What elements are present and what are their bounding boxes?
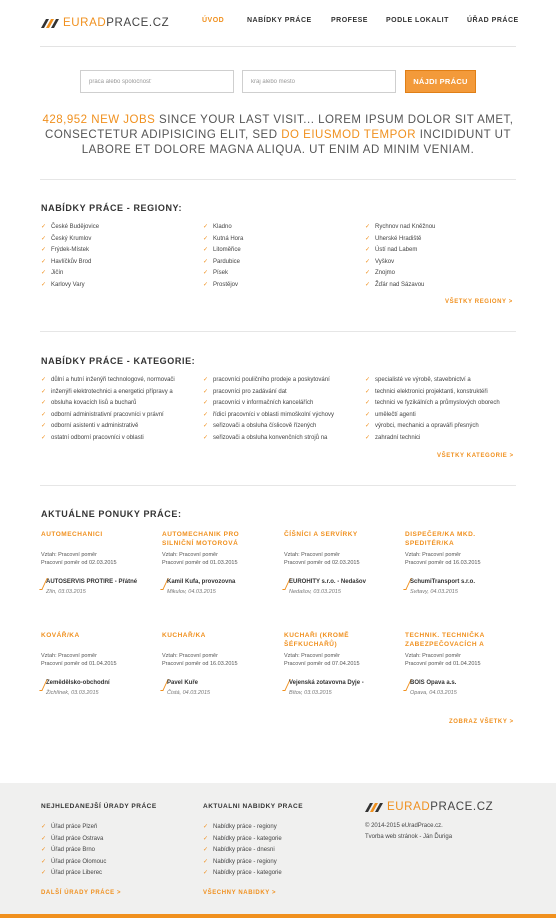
all-offers-link[interactable]: VŠECHNY NABIDKY >: [203, 890, 277, 896]
job-title[interactable]: KOVÁŘ/KA: [41, 632, 80, 639]
list-item[interactable]: ✓ umělečtí agenti: [365, 410, 500, 422]
checkmark-icon: ✓: [365, 235, 371, 242]
list-item[interactable]: ✓ Havlíčkův Brod: [41, 257, 99, 269]
job-card[interactable]: [41, 531, 153, 601]
job-company: BOIS Opava a.s.: [410, 680, 457, 686]
job-relation: Vztah: Pracovní poměr: [162, 653, 218, 659]
job-card[interactable]: [405, 632, 517, 702]
job-relation: Vztah: Pracovní poměr: [405, 552, 461, 558]
keyword-search-input[interactable]: [80, 70, 234, 93]
regions-column-1: [41, 222, 99, 291]
more-offices-link[interactable]: DALŠÍ ÚRADY PRÁCE >: [41, 890, 122, 896]
nav-item-uvod[interactable]: ÚVOD: [202, 17, 225, 24]
checkmark-icon: ✓: [203, 235, 209, 242]
checkmark-icon: ✓: [41, 411, 47, 418]
nav-item-urad-prace[interactable]: ÚŘAD PRÁCE: [467, 17, 519, 24]
list-item[interactable]: ✓ Český Krumlov: [41, 234, 99, 246]
checkmark-icon: ✓: [203, 870, 209, 876]
list-item[interactable]: ✓ pracovníci v informačních kancelářích: [203, 398, 334, 410]
job-start: Pracovní poměr od 01.04.2015: [405, 661, 481, 667]
checkmark-icon: ✓: [203, 824, 209, 830]
checkmark-icon: ✓: [203, 835, 209, 842]
list-item[interactable]: ✓ řídicí pracovníci v oblasti mimoškolní výchovy: [203, 410, 334, 422]
checkmark-icon: ✓: [41, 835, 47, 842]
job-start: Pracovní poměr od 01.03.2015: [162, 560, 238, 566]
copyright: © 2014-2015 eUradPrace.cz.: [365, 823, 443, 829]
list-item[interactable]: ✓ Úřad práce Liberec: [41, 868, 106, 880]
checkmark-icon: ✓: [203, 434, 209, 441]
job-card[interactable]: [162, 531, 274, 601]
checkmark-icon: ✓: [365, 400, 371, 406]
list-item[interactable]: ✓ Nabídky práce - kategorie: [203, 868, 282, 880]
checkmark-icon: ✓: [365, 224, 371, 230]
checkmark-icon: ✓: [41, 270, 47, 276]
regions-column-2: [203, 222, 243, 291]
footer-logo[interactable]: [365, 800, 493, 814]
job-location-date: Nedašov, 03.03.2015: [289, 589, 341, 595]
job-start: Pracovní poměr od 16.03.2015: [162, 661, 238, 667]
checkmark-icon: ✓: [41, 858, 47, 865]
job-location-date: Žichlínek, 03.03.2015: [46, 690, 99, 696]
job-title[interactable]: AUTOMECHANICI: [41, 531, 103, 538]
list-item[interactable]: ✓ obsluha kovacích lisů a bucharů: [41, 398, 175, 410]
list-item[interactable]: ✓ Nabídky práce - dnesni: [203, 845, 282, 857]
checkmark-icon: ✓: [365, 377, 371, 383]
checkmark-icon: ✓: [41, 247, 47, 253]
list-item[interactable]: ✓ Písek: [203, 268, 243, 280]
list-item[interactable]: ✓ České Budějovice: [41, 222, 99, 234]
checkmark-icon: ✓: [203, 247, 209, 253]
footer-offices-title: NEJHLEDANEJŠÍ ÚRADY PRÁCE: [41, 803, 157, 810]
list-item[interactable]: ✓ odborní administrativní pracovníci v právní: [41, 410, 175, 422]
section-divider: [40, 179, 516, 180]
jobs-title: AKTUÁLNE PONUKY PRÁCE:: [41, 509, 182, 519]
job-start: Pracovní poměr od 07.04.2015: [284, 661, 360, 667]
footer-offices-list: [41, 822, 106, 880]
job-start: Pracovní poměr od 02.03.2015: [41, 560, 117, 566]
regions-title: NABÍDKY PRÁCE - REGIONY:: [41, 203, 183, 213]
job-title[interactable]: TECHNIK. TECHNIČKA ZABEZPEČOVACÍCH A: [405, 632, 485, 648]
checkmark-icon: ✓: [203, 411, 209, 418]
list-item[interactable]: ✓ seřizovači a obsluha konvenčních strojů na: [203, 433, 334, 445]
list-item[interactable]: ✓ odborní asistenti v administrativě: [41, 421, 175, 433]
nav-item-nabidky-prace[interactable]: NABÍDKY PRÁCE: [247, 17, 312, 24]
job-card[interactable]: [284, 632, 396, 702]
list-item[interactable]: ✓ inženýři elektrotechnici a energetici přípravy a: [41, 387, 175, 399]
job-company: SchumiTransport s.r.o.: [410, 579, 476, 585]
logo-text: EURADPRACE.CZ: [63, 17, 170, 29]
checkmark-icon: ✓: [365, 388, 371, 395]
checkmark-icon: ✓: [203, 281, 209, 288]
checkmark-icon: ✓: [203, 377, 209, 383]
job-location-date: Bítov, 03.03.2015: [289, 690, 332, 696]
list-item[interactable]: ✓ Litoměřice: [203, 245, 243, 257]
nav-item-profese[interactable]: PROFESE: [331, 17, 368, 24]
job-card[interactable]: [405, 531, 517, 601]
job-title[interactable]: ČÍŠNÍCI A SERVÍRKY: [284, 531, 358, 538]
list-item[interactable]: ✓ technici ve fyzikálních a průmyslových oborech: [365, 398, 500, 410]
job-company: Zemědělsko-obchodní: [46, 680, 110, 686]
list-item[interactable]: ✓ Frýdek-Místek: [41, 245, 99, 257]
site-footer: [0, 783, 556, 918]
job-title[interactable]: DISPEČER/KA MKD. SPEDITÉR/KA: [405, 531, 476, 547]
job-relation: Vztah: Pracovní poměr: [162, 552, 218, 558]
checkmark-icon: ✓: [41, 281, 47, 288]
checkmark-icon: ✓: [41, 258, 47, 265]
footer-accent-bar: [0, 914, 556, 918]
checkmark-icon: ✓: [365, 258, 371, 265]
footer-offers-list: [203, 822, 282, 880]
checkmark-icon: ✓: [41, 824, 47, 830]
logo-slashes-icon: [365, 803, 384, 812]
header-divider: [40, 46, 516, 47]
checkmark-icon: ✓: [41, 224, 47, 230]
hero-text: 428,952 NEW JOBS SINCE YOUR LAST VISIT... LOREM IPSUM DOLOR SIT AMET, CONSECTETUR ADIPISICING ELIT, SED DO EIUSMOD TEMPOR INCIDIDUNT UT LABORE ET DOLORE MAGNA ALIQUA. UT ENIM AD MINIM VENIAM.: [42, 114, 514, 156]
list-item[interactable]: ✓ Úřad práce Ostrava: [41, 834, 106, 846]
checkmark-icon: ✓: [203, 224, 209, 230]
regions-column-3: [365, 222, 435, 291]
checkmark-icon: ✓: [41, 235, 47, 242]
list-item[interactable]: ✓ Nabídky práce - regiony: [203, 857, 282, 869]
checkmark-icon: ✓: [41, 377, 47, 383]
job-card[interactable]: [162, 632, 274, 702]
job-location-date: Zlín, 03.03.2015: [46, 589, 86, 595]
job-company: Pavel Kuře: [167, 680, 199, 686]
job-relation: Vztah: Pracovní poměr: [41, 552, 97, 558]
logo-text: EURADPRACE.CZ: [387, 801, 494, 813]
footer-offers-title: AKTUALNI NABIDKY PRACE: [203, 803, 304, 810]
checkmark-icon: ✓: [203, 400, 209, 406]
list-item[interactable]: ✓ pracovníci pro zadávání dat: [203, 387, 334, 399]
list-item[interactable]: ✓ Úřad práce Brno: [41, 845, 106, 857]
categories-column-2: [203, 375, 334, 444]
job-relation: Vztah: Pracovní poměr: [284, 653, 340, 659]
job-company: AUTOSERVIS PROTIRE - Přátné: [46, 579, 138, 585]
job-card[interactable]: [284, 531, 396, 601]
job-card[interactable]: [41, 632, 153, 702]
list-item[interactable]: ✓ Jičín: [41, 268, 99, 280]
categories-column-3: [365, 375, 500, 444]
list-item[interactable]: ✓ Karlovy Vary: [41, 280, 99, 292]
credit-link[interactable]: Tvorba web stránok - Ján Ďuriga: [365, 834, 453, 840]
categories-column-1: [41, 375, 175, 444]
section-divider: [40, 331, 516, 332]
list-item[interactable]: ✓ Prostějov: [203, 280, 243, 292]
section-divider: [40, 485, 516, 486]
job-start: Pracovní poměr od 16.03.2015: [405, 560, 481, 566]
list-item[interactable]: ✓ ostatní odborní pracovníci v oblasti: [41, 433, 175, 445]
location-search-input[interactable]: [242, 70, 396, 93]
list-item[interactable]: ✓ Nabídky práce - kategorie: [203, 834, 282, 846]
new-jobs-count: 428,952 NEW JOBS: [42, 114, 156, 126]
job-relation: Vztah: Pracovní poměr: [41, 653, 97, 659]
checkmark-icon: ✓: [365, 434, 371, 441]
list-item[interactable]: ✓ Kladno: [203, 222, 243, 234]
list-item[interactable]: ✓ Úřad práce Plzeň: [41, 822, 106, 834]
checkmark-icon: ✓: [203, 847, 209, 853]
job-location-date: Opava, 04.03.2015: [410, 690, 457, 696]
list-item[interactable]: ✓ výrobci, mechanici a opraváři přesných: [365, 421, 500, 433]
job-company: Kamil Kufa, provozovna: [167, 579, 236, 585]
job-location-date: Čistá, 04.03.2015: [167, 690, 211, 696]
list-item[interactable]: ✓ Úřad práce Olomouc: [41, 857, 106, 869]
checkmark-icon: ✓: [203, 388, 209, 395]
search-button[interactable]: NÁJDI PRÁCU: [405, 70, 476, 93]
job-location-date: Mikulov, 04.03.2015: [167, 589, 216, 595]
checkmark-icon: ✓: [41, 870, 47, 876]
list-item[interactable]: ✓ Uherské Hradiště: [365, 234, 435, 246]
job-location-date: Svitavy, 04.03.2015: [410, 589, 458, 595]
checkmark-icon: ✓: [365, 423, 371, 429]
job-title[interactable]: AUTOMECHANIK PRO SILNIČNÍ MOTOROVÁ: [162, 531, 240, 547]
list-item[interactable]: ✓ specialisté ve výrobě, stavebnictví a: [365, 375, 500, 387]
list-item[interactable]: ✓ Ústí nad Labem: [365, 245, 435, 257]
checkmark-icon: ✓: [365, 270, 371, 276]
checkmark-icon: ✓: [203, 423, 209, 429]
list-item[interactable]: ✓ zahradní technici: [365, 433, 500, 445]
job-title[interactable]: KUCHAŘI (KROMĚ ŠÉFKUCHAŘŮ): [284, 632, 350, 648]
list-item[interactable]: ✓ důlní a hutní inženýři technologové, normovači: [41, 375, 175, 387]
checkmark-icon: ✓: [365, 411, 371, 418]
all-regions-link[interactable]: VŠETKY REGIONY >: [445, 299, 513, 305]
checkmark-icon: ✓: [203, 858, 209, 865]
list-item[interactable]: ✓ Pardubice: [203, 257, 243, 269]
job-company: Vejenská zotavovna Dyje -: [289, 680, 364, 686]
checkmark-icon: ✓: [41, 423, 47, 429]
job-start: Pracovní poměr od 02.03.2015: [284, 560, 360, 566]
checkmark-icon: ✓: [41, 400, 47, 406]
job-start: Pracovní poměr od 01.04.2015: [41, 661, 117, 667]
job-relation: Vztah: Pracovní poměr: [405, 653, 461, 659]
main-nav: [0, 17, 556, 29]
site-header: [0, 0, 556, 47]
job-relation: Vztah: Pracovní poměr: [284, 552, 340, 558]
checkmark-icon: ✓: [203, 258, 209, 265]
list-item[interactable]: ✓ pracovníci pouličního prodeje a poskytování: [203, 375, 334, 387]
show-all-jobs-link[interactable]: ZOBRAZ VŠETKY >: [449, 719, 514, 725]
checkmark-icon: ✓: [41, 847, 47, 853]
list-item[interactable]: ✓ Vyškov: [365, 257, 435, 269]
all-categories-link[interactable]: VŠETKY KATEGORIE >: [437, 453, 514, 459]
checkmark-icon: ✓: [365, 281, 371, 288]
checkmark-icon: ✓: [365, 247, 371, 253]
list-item[interactable]: ✓ Nabídky práce - regiony: [203, 822, 282, 834]
checkmark-icon: ✓: [41, 434, 47, 441]
nav-item-podle-lokalit[interactable]: PODLE LOKALIT: [386, 17, 449, 24]
list-item[interactable]: ✓ technici elektronici projektanti, konstruktéři: [365, 387, 500, 399]
list-item[interactable]: ✓ seřizovači a obsluha číslicově řízených: [203, 421, 334, 433]
list-item[interactable]: ✓ Rychnov nad Kněžnou: [365, 222, 435, 234]
checkmark-icon: ✓: [41, 388, 47, 395]
list-item[interactable]: ✓ Kutná Hora: [203, 234, 243, 246]
job-company: EUROHITY s.r.o. - Nedašov: [289, 579, 366, 585]
job-title[interactable]: KUCHAŘ/KA: [162, 632, 206, 639]
categories-title: NABÍDKY PRÁCE - KATEGORIE:: [41, 356, 196, 366]
list-item[interactable]: ✓ Žďár nad Sázavou: [365, 280, 435, 292]
list-item[interactable]: ✓ Znojmo: [365, 268, 435, 280]
checkmark-icon: ✓: [203, 270, 209, 276]
